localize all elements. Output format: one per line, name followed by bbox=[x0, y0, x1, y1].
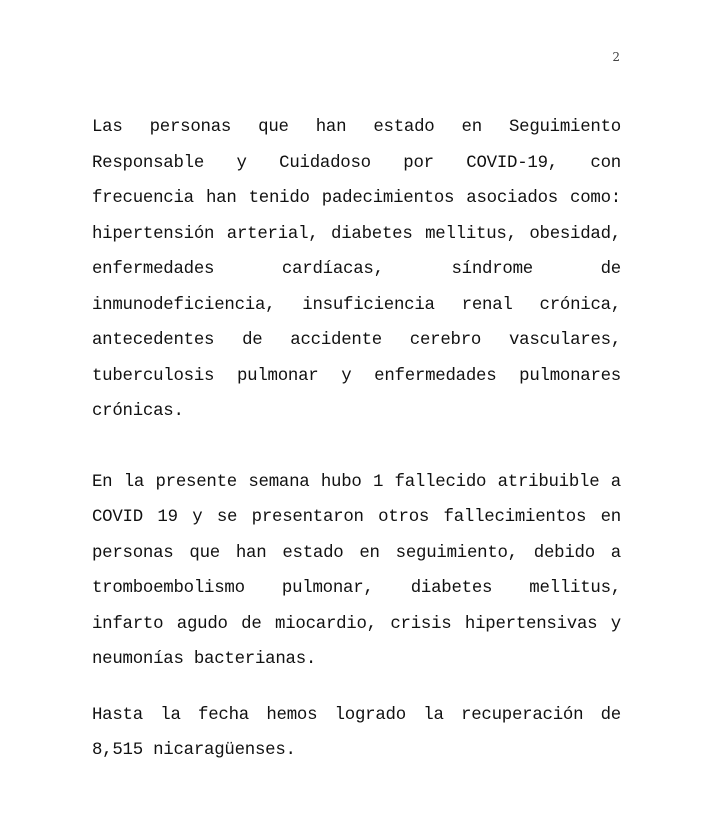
paragraph-recoveries: Hasta la fecha hemos logrado la recuperación de 8,515 nicaragüenses. bbox=[92, 705, 621, 760]
page-number: 2 bbox=[612, 50, 620, 64]
paragraph-comorbidities: Las personas que han estado en Seguimiento Responsable y Cuidadoso por COVID-19, con frecuencia han tenido padecimientos asociados como: hipertensión arterial, diabetes mellitus, obesidad, enfermedades cardíacas, síndrome de inmunodeficiencia, insuficiencia renal crónica, antecedentes de accidente cerebro vasculares, tuberculosis pulmonar y enfermedades pulmonares crónicas. bbox=[92, 118, 621, 421]
paragraph-deaths: En la presente semana hubo 1 fallecido atribuible a COVID 19 y se presentaron otros fallecimientos en personas que han estado en seguimiento, debido a tromboembolismo pulmonar, diabetes mellitus, infarto agudo de miocardio, crisis hipertensivas y neumonías bacterianas. bbox=[92, 472, 621, 669]
document-body bbox=[92, 110, 621, 769]
